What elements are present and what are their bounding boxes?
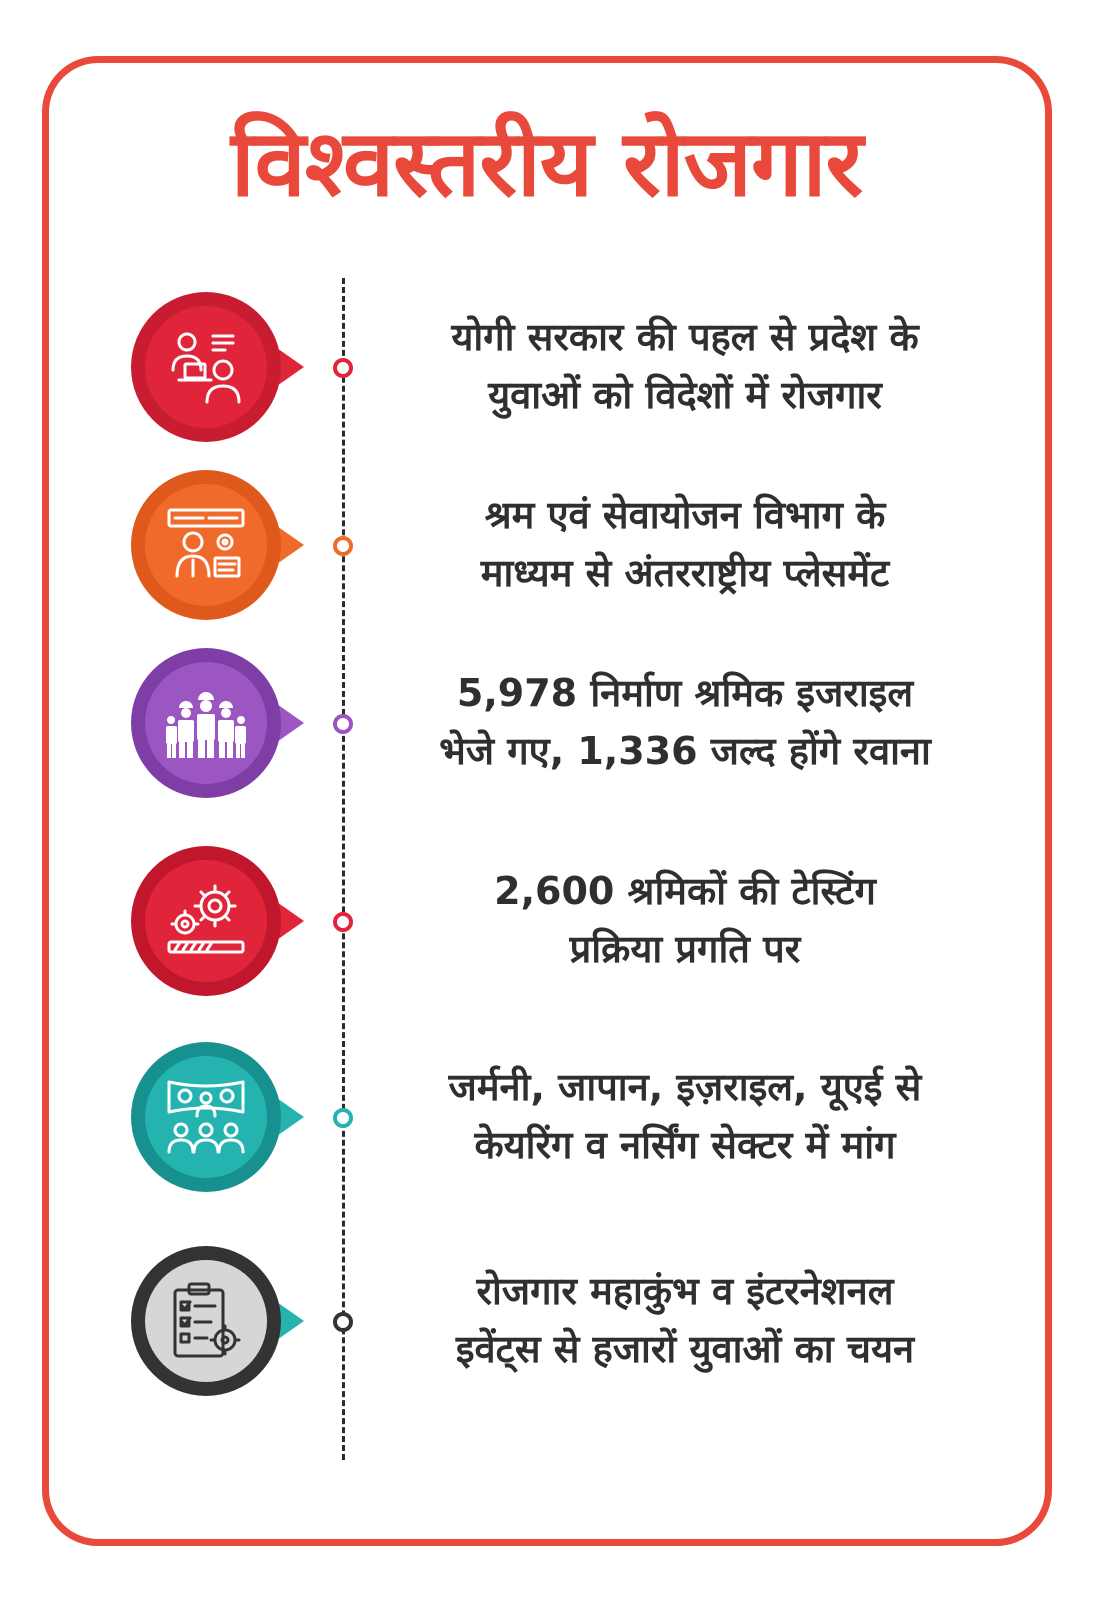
timeline-item-3 bbox=[0, 648, 1093, 808]
timeline-node bbox=[333, 1312, 353, 1332]
item-text: योगी सरकार की पहल से प्रदेश के युवाओं को विदेशों में रोजगार bbox=[451, 315, 919, 417]
item-text: श्रम एवं सेवायोजन विभाग के माध्यम से अंतरराष्ट्रीय प्लेसमेंट bbox=[480, 493, 890, 595]
badge bbox=[131, 1042, 281, 1192]
badge bbox=[131, 292, 281, 442]
gears-progress-icon bbox=[163, 878, 249, 964]
checklist-clipboard-icon bbox=[163, 1278, 249, 1364]
timeline-node bbox=[333, 912, 353, 932]
page-title: विश्वस्तरीय रोजगार bbox=[230, 110, 863, 217]
badge bbox=[131, 470, 281, 620]
item-text: रोजगार महाकुंभ व इंटरनेशनल इवेंट्स से हजारों युवाओं का चयन bbox=[455, 1269, 915, 1371]
badge bbox=[131, 1246, 281, 1396]
badge bbox=[131, 846, 281, 996]
timeline-item-1 bbox=[0, 292, 1093, 452]
timeline-item-6 bbox=[0, 1246, 1093, 1406]
timeline-node bbox=[333, 358, 353, 378]
badge bbox=[131, 648, 281, 798]
timeline-node bbox=[333, 536, 353, 556]
timeline-item-5 bbox=[0, 1042, 1093, 1202]
job-profile-settings-icon bbox=[163, 502, 249, 588]
timeline-node bbox=[333, 714, 353, 734]
training-session-icon bbox=[163, 1074, 249, 1160]
item-text: जर्मनी, जापान, इज़राइल, यूएई से केयरिंग व नर्सिंग सेक्टर में मांग bbox=[448, 1065, 922, 1167]
timeline-item-4 bbox=[0, 846, 1093, 1006]
item-text: 5,978 निर्माण श्रमिक इजराइल भेजे गए, 1,336 जल्द होंगे रवाना bbox=[439, 671, 931, 773]
timeline-node bbox=[333, 1108, 353, 1128]
item-text: 2,600 श्रमिकों की टेस्टिंग प्रक्रिया प्रगति पर bbox=[494, 869, 876, 971]
construction-workers-icon bbox=[163, 680, 249, 766]
timeline-item-2 bbox=[0, 470, 1093, 630]
recruiter-interview-icon bbox=[163, 324, 249, 410]
